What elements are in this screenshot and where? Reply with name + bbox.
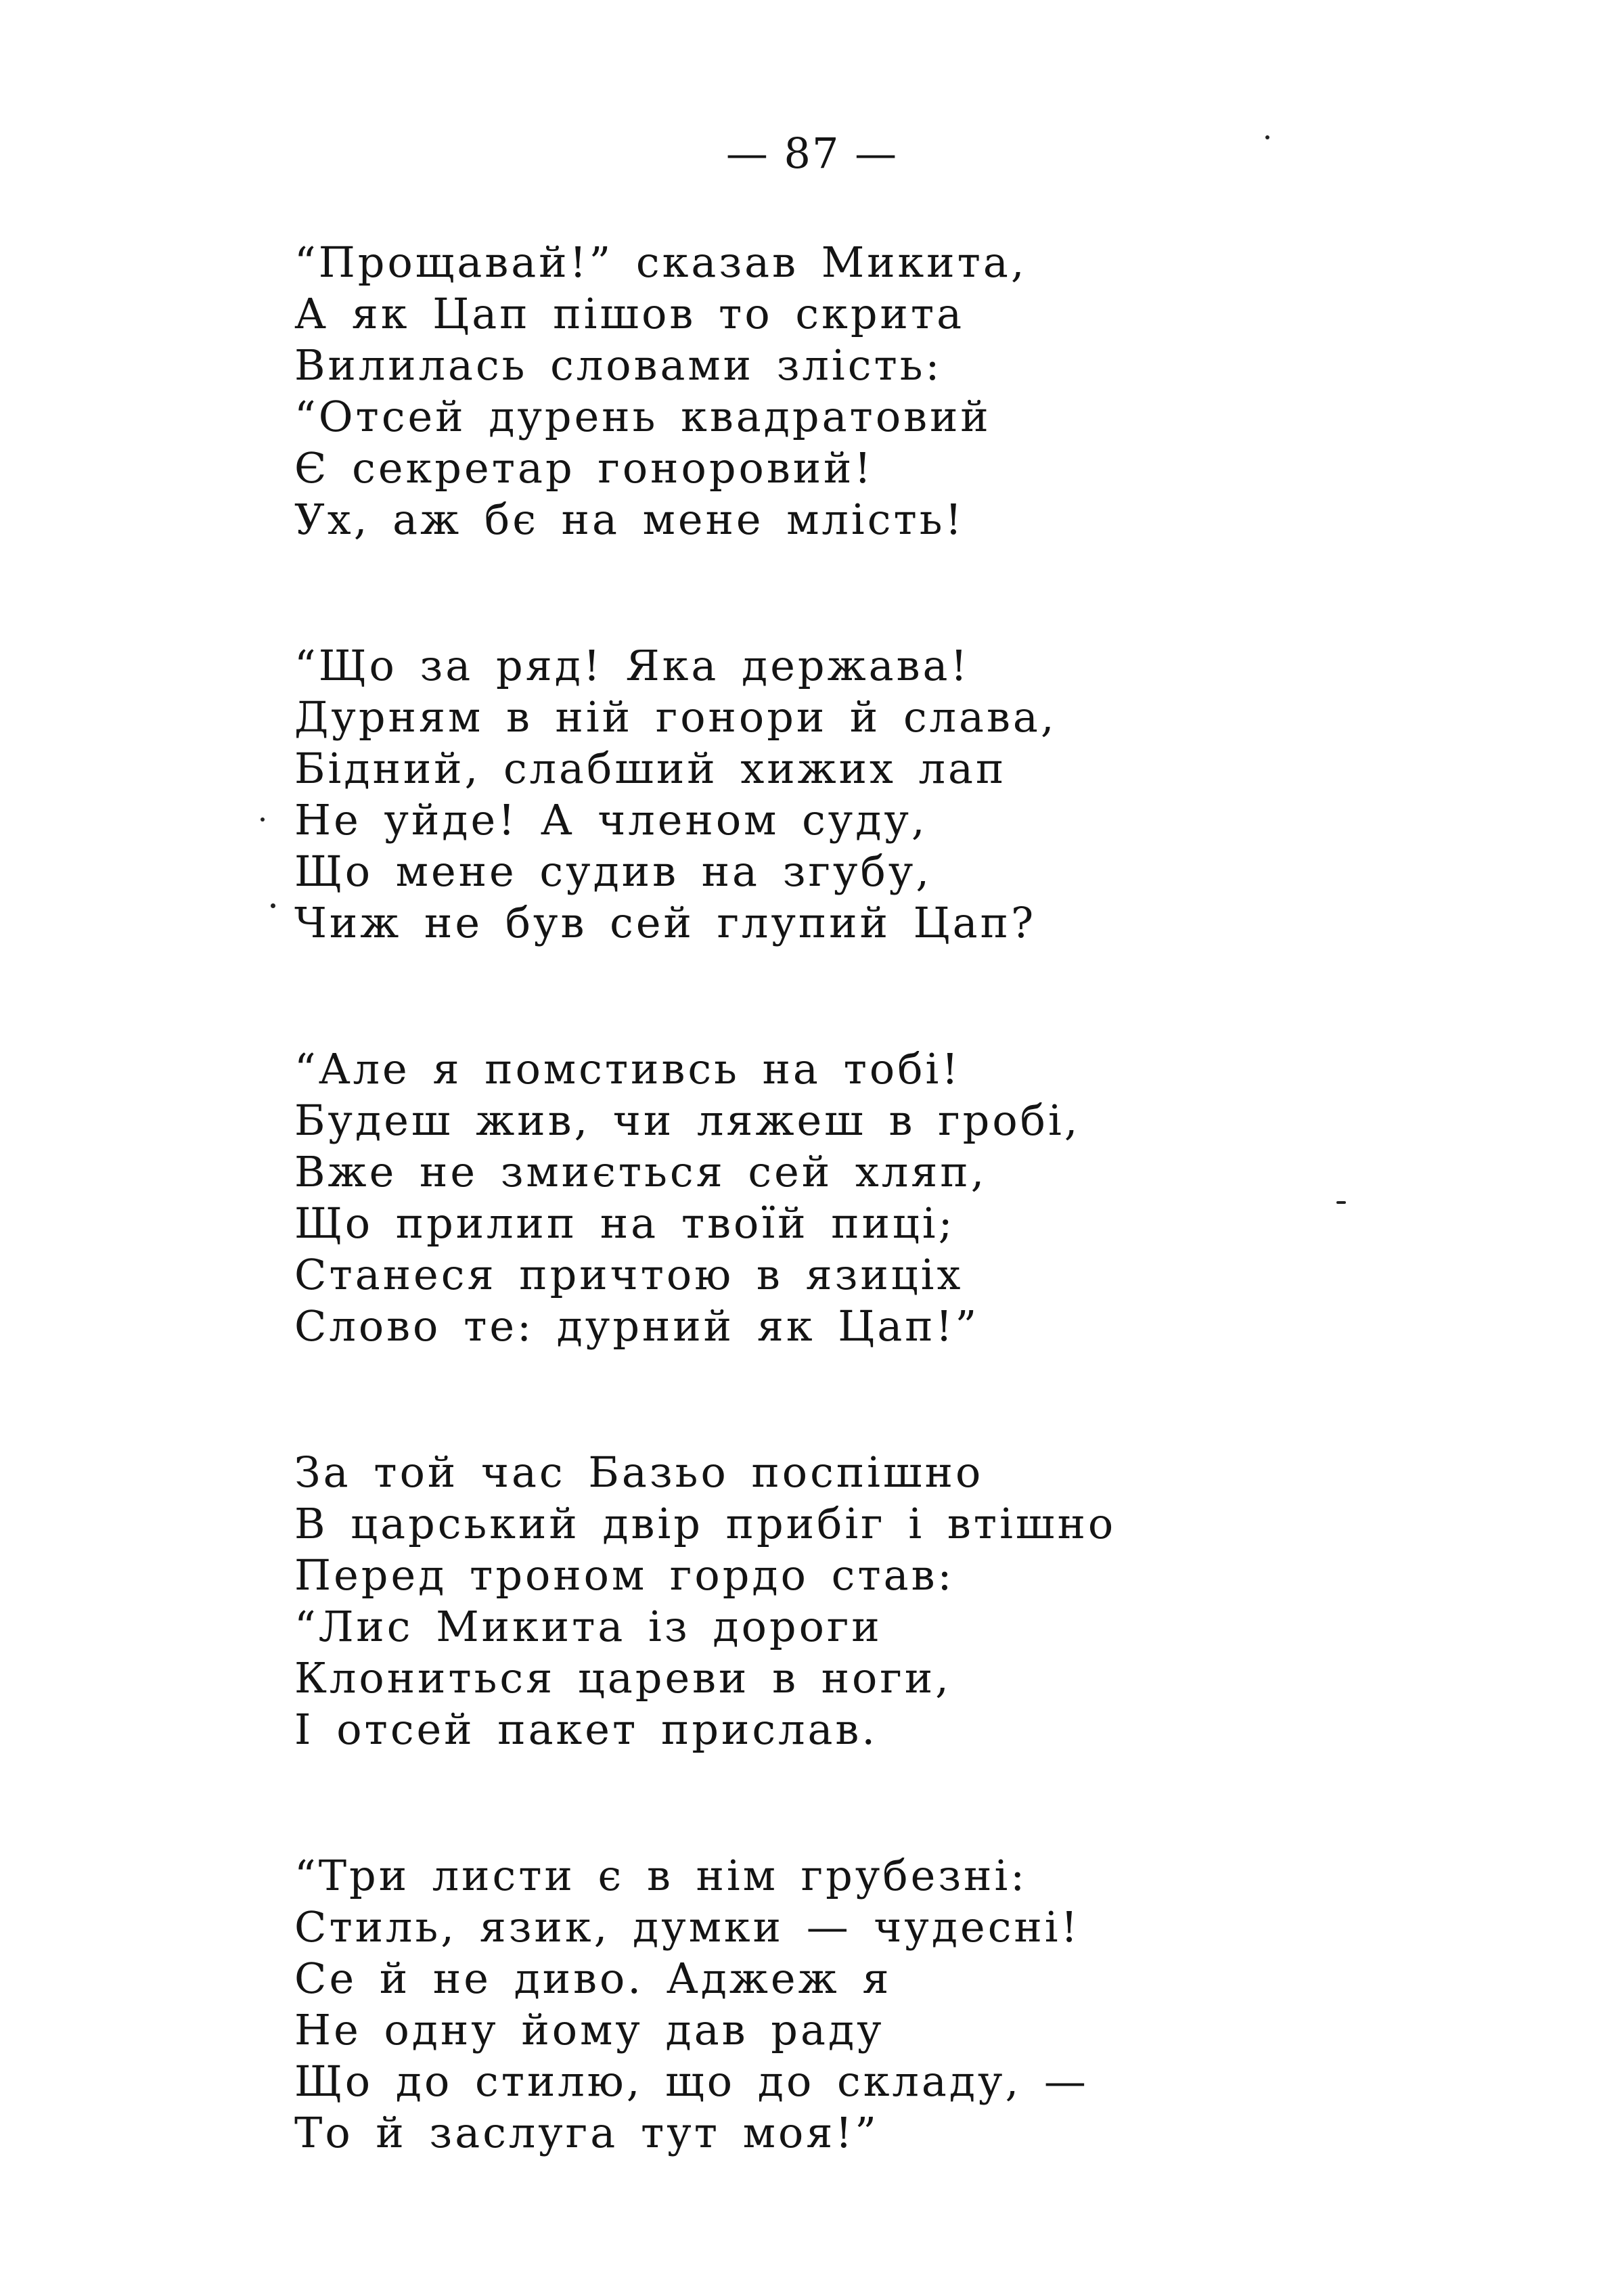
scan-speck [1265,135,1269,139]
poem-line: Будеш жив, чи ляжеш в гробі, [294,1096,1081,1145]
poem-line: “Отсей дурень квадратовий [294,392,991,441]
poem-line: Не уйде! А членом суду, [294,795,928,845]
scan-speck [271,903,275,908]
poem [294,237,1309,2253]
stanza-2 [294,640,1309,949]
poem-line: “Лис Микита із дороги [294,1602,882,1651]
scan-speck [1336,1201,1346,1204]
poem-line: Що прилип на твоїй пиці; [294,1198,955,1248]
poem-line: Бідний, слабший хижих лап [294,744,1007,793]
poem-line: Се й не диво. Аджеж я [294,1954,892,2003]
stanza-4 [294,1447,1309,1755]
poem-line: Станеся причтою в язиціх [294,1250,964,1299]
poem-line: В царський двір прибіг і втішно [294,1499,1116,1548]
poem-line: “Прощавай!” сказав Микита, [294,238,1027,287]
poem-line: І отсей пакет прислав. [294,1705,878,1754]
poem-line: Слово те: дурний як Цап!” [294,1301,980,1351]
poem-line: То й заслуга тут моя!” [294,2108,880,2157]
poem-line: Чиж не був сей глупий Цап? [294,898,1037,947]
poem-line: Перед троном гордо став: [294,1550,955,1600]
poem-line: Не одну йому дав раду [294,2005,884,2054]
poem-line: Ух, аж бє на мене млість! [294,495,965,544]
poem-line: Вилилась словами злість: [294,340,943,390]
scan-speck [261,817,265,822]
poem-line: “Але я помстивсь на тобі! [294,1044,962,1094]
poem-line: Стиль, язик, думки — чудесні! [294,1902,1081,1952]
poem-line: А як Цап пішов то скрита [294,289,965,338]
poem-line: За той час Базьо поспішно [294,1447,984,1497]
stanza-3 [294,1043,1309,1352]
poem-line: Клониться цареви в ноги, [294,1653,951,1703]
poem-line: Дурням в ній гонори й слава, [294,692,1057,742]
poem-line: Вже не змиється сей хляп, [294,1147,987,1196]
stanza-5 [294,1850,1309,2159]
poem-line: “Три листи є в нім грубезні: [294,1851,1028,1900]
stanza-1 [294,237,1309,545]
page-number: — 87 — [725,129,899,178]
poem-line: “Що за ряд! Яка держава! [294,641,970,690]
poem-line: Що до стилю, що до складу, — [294,2057,1089,2106]
poem-line: Є секретар гоноровий! [294,443,874,493]
poem-line: Що мене судив на згубу, [294,847,932,896]
